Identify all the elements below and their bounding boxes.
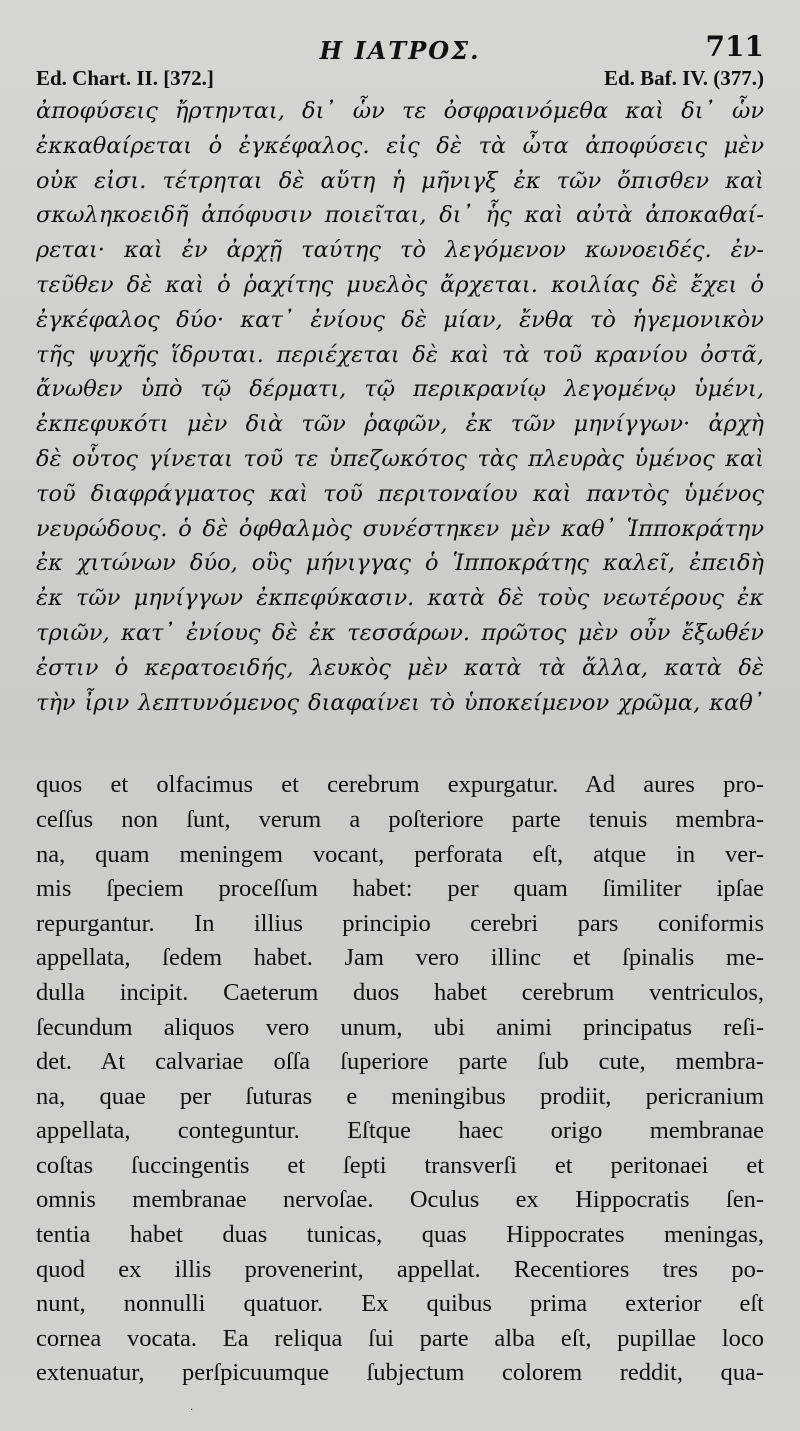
running-head xyxy=(36,28,764,68)
print-speck: · xyxy=(190,1405,194,1416)
latin-text-line: omnis membranae nervoſae. Oculus ex Hippocratis ſen- xyxy=(36,1186,764,1214)
greek-text-line: ἐγκέφαλος δύο· κατ᾽ ἐνίους δὲ μίαν, ἔνθα τὸ ἡγεμονικὸν xyxy=(36,306,764,333)
latin-text-line: mis ſpeciem proceſſum habet: per quam ſimiliter ipſae xyxy=(36,875,764,903)
page-number: 711 xyxy=(705,30,764,63)
latin-text-line: ceſſus non ſunt, verum a poſteriore parte tenuis membra- xyxy=(36,805,764,833)
edition-right: Ed. Baf. IV. (377.) xyxy=(603,66,764,90)
greek-text-line: δὲ οὗτος γίνεται τοῦ τε ὑπεζωκότος τὰς πλευρὰς ὑμένος καὶ xyxy=(36,445,764,472)
running-title: Η ΙΑΤΡΟΣ. xyxy=(319,36,481,65)
latin-text-line: tentia habet duas tunicas, quas Hippocrates meningas, xyxy=(36,1221,764,1249)
latin-text-line: repurgantur. In illius principio cerebri pars coniformis xyxy=(36,909,764,937)
greek-text-line: ἐκ τῶν μηνίγγων ἐκπεφύκασιν. κατὰ δὲ τοὺς νεωτέρους ἐκ xyxy=(36,585,764,612)
latin-text-line: cornea vocata. Ea reliqua ſui parte alba eſt, pupillae loco xyxy=(36,1324,764,1352)
latin-text-line: extenuatur, perſpicuumque ſubjectum colorem reddit, qua- xyxy=(36,1359,764,1387)
latin-text-line: appellata, conteguntur. Eſtque haec origo membranae xyxy=(36,1117,764,1145)
greek-text-line: ἐστιν ὁ κερατοειδής, λευκὸς μὲν κατὰ τὰ ἄλλα, κατὰ δὲ xyxy=(36,654,764,681)
latin-text-line: nunt, nonnulli quatuor. Ex quibus prima exterior eſt xyxy=(36,1290,764,1318)
greek-text-line: ἄνωθεν ὑπὸ τῷ δέρματι, τῷ περικρανίῳ λεγομένῳ ὑμένι, xyxy=(36,376,764,403)
greek-text-line: τὴν ἶριν λεπτυνόμενος διαφαίνει τὸ ὑποκείμενον χρῶμα, καθ᾽ xyxy=(36,689,764,716)
latin-text-line: appellata, ſedem habet. Jam vero illinc et ſpinalis me- xyxy=(36,944,764,972)
edition-line xyxy=(36,66,764,94)
latin-text-line: quod ex illis provenerint, appellat. Recentiores tres po- xyxy=(36,1255,764,1283)
edition-left: Ed. Chart. II. [372.] xyxy=(36,66,214,90)
greek-text-line: τῆς ψυχῆς ἵδρυται. περιέχεται δὲ καὶ τὰ τοῦ κρανίου ὀστᾶ, xyxy=(36,341,764,368)
greek-text-line: οὐκ εἰσι. τέτρηται δὲ αὕτη ἡ μῆνιγξ ἐκ τῶν ὄπισθεν καὶ xyxy=(36,167,764,194)
greek-text-line: ἐκπεφυκότι μὲν διὰ τῶν ῥαφῶν, ἐκ τῶν μηνίγγων· ἀρχὴ xyxy=(36,411,764,438)
latin-text-line: coſtas ſuccingentis et ſepti transverſi et peritonaei et xyxy=(36,1151,764,1179)
greek-text-line: τεῦθεν δὲ καὶ ὁ ῥαχίτης μυελὸς ἄρχεται. κοιλίας δὲ ἔχει ὁ xyxy=(36,271,764,298)
latin-text-line: dulla incipit. Caeterum duos habet cerebrum ventriculos, xyxy=(36,978,764,1006)
greek-text-block xyxy=(36,94,764,720)
greek-text-line: τοῦ διαφράγματος καὶ τοῦ περιτοναίου καὶ παντὸς ὑμένος xyxy=(36,480,764,507)
latin-text-line: na, quam meningem vocant, perforata eſt, atque in ver- xyxy=(36,840,764,868)
latin-text-line: det. At calvariae oſſa ſuperiore parte ſub cute, membra- xyxy=(36,1048,764,1076)
greek-text-line: τριῶν, κατ᾽ ἐνίους δὲ ἐκ τεσσάρων. πρῶτος μὲν οὖν ἔξωθέν xyxy=(36,619,764,646)
greek-text-line: ἐκκαθαίρεται ὁ ἐγκέφαλος. εἰς δὲ τὰ ὦτα ἀποφύσεις μὲν xyxy=(36,132,764,159)
greek-text-line: ἀποφύσεις ἤρτηνται, δι᾽ ὧν τε ὀσφραινόμεθα καὶ δι᾽ ὧν xyxy=(36,98,764,124)
latin-text-line: quos et olfacimus et cerebrum expurgatur. Ad aures pro- xyxy=(36,771,764,799)
latin-text-block xyxy=(36,768,764,1391)
latin-text-line: na, quae per ſuturas e meningibus prodiit, pericranium xyxy=(36,1082,764,1110)
greek-text-line: ἐκ χιτώνων δύο, οὓς μήνιγγας ὁ Ἱπποκράτης καλεῖ, ἐπειδὴ xyxy=(36,550,764,577)
greek-text-line: ρεται· καὶ ἐν ἀρχῇ ταύτης τὸ λεγόμενον κωνοειδές. ἐν- xyxy=(36,237,764,264)
latin-text-line: ſecundum aliquos vero unum, ubi animi principatus reſi- xyxy=(36,1013,764,1041)
greek-text-line: νευρώδους. ὁ δὲ ὀφθαλμὸς συνέστηκεν μὲν καθ᾽ Ἱπποκράτην xyxy=(36,515,764,542)
greek-text-line: σκωληκοειδῆ ἀπόφυσιν ποιεῖται, δι᾽ ἧς καὶ αὐτὰ ἀποκαθαί- xyxy=(36,202,764,229)
